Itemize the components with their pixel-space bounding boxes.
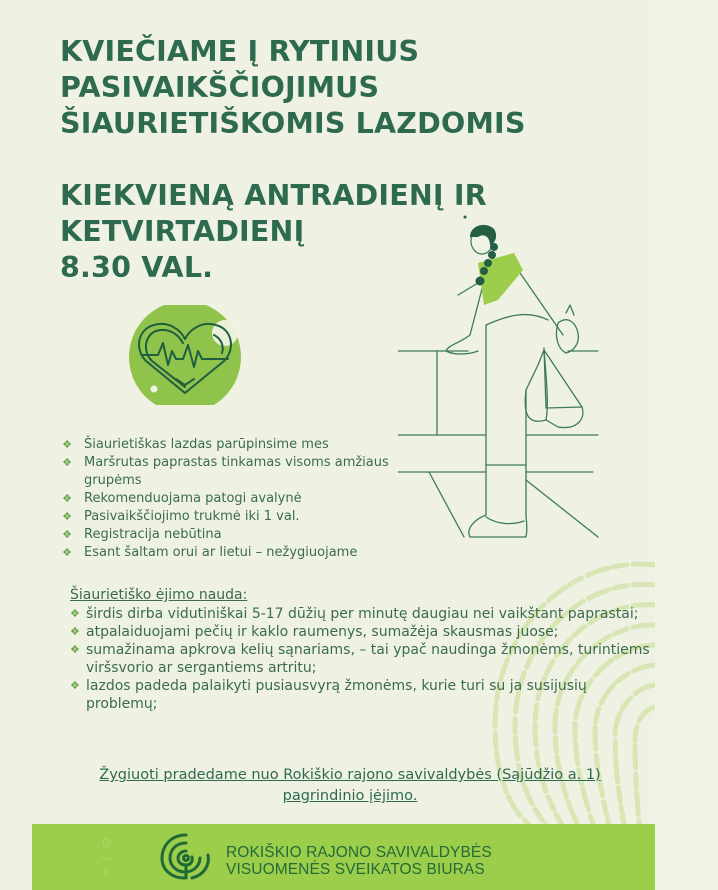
organization-name-line: ROKIŠKIO RAJONO SAVIVALDYBĖS <box>226 844 492 861</box>
bullet-icon: ❖ <box>70 643 80 656</box>
start-location-line: Žygiuoti pradedame nuo Rokiškio rajono savivaldybės (Sąjūdžio a. 1) <box>99 767 601 783</box>
benefit-item: ❖ sumažinama apkrova kelių sąnariams, – tai ypač naudinga žmonėms, turintiems viršsvorio ar sergantiems artritu; <box>70 642 650 676</box>
benefit-item: ❖ širdis dirba vidutiniškai 5-17 dūžių per minutę daugiau nei vaikštant paprastai; <box>70 606 639 622</box>
start-location-line: pagrindinio įėjimo. <box>282 788 418 804</box>
faint-decoration-icon <box>100 836 112 880</box>
bullet-icon: ❖ <box>70 679 80 692</box>
benefit-item: ❖ atpalaiduojami pečių ir kaklo raumenys, sumažėja skausmas juose; <box>70 624 559 640</box>
organization-name-line: VISUOMENĖS SVEIKATOS BIURAS <box>226 861 485 878</box>
benefits-list <box>70 605 650 713</box>
schedule-line: KIEKVIENĄ ANTRADIENĮ IR <box>60 179 487 212</box>
title-line: PASIVAIKŠČIOJIMUS <box>60 71 380 104</box>
title-line: KVIEČIAME Į RYTINIUS <box>60 35 420 68</box>
benefits-heading: Šiaurietiško ėjimo nauda: <box>70 587 248 603</box>
info-item: ❖ Esant šaltam orui ar lietui – nežygiuojame <box>60 544 400 562</box>
bullet-icon: ❖ <box>62 456 72 469</box>
organization-logo-icon <box>158 831 214 881</box>
info-item: ❖ Pasivaikščiojimo trukmė iki 1 val. <box>60 508 400 526</box>
woman-stretching-illustration <box>398 215 608 555</box>
bullet-icon: ❖ <box>62 492 72 505</box>
title-line: ŠIAURIETIŠKOMIS LAZDOMIS <box>60 107 526 140</box>
info-item: ❖ Registracija nebūtina <box>60 526 400 544</box>
bullet-icon: ❖ <box>62 438 72 451</box>
bullet-icon: ❖ <box>62 528 72 541</box>
start-location <box>40 765 660 807</box>
bullet-icon: ❖ <box>70 625 80 638</box>
info-list <box>60 436 400 562</box>
bullet-icon: ❖ <box>62 510 72 523</box>
heart-pulse-icon <box>128 305 246 405</box>
info-item: ❖ Maršrutas paprastas tinkamas visoms amžiaus grupėms <box>60 454 400 490</box>
bullet-icon: ❖ <box>70 607 80 620</box>
info-item: ❖ Rekomenduojama patogi avalynė <box>60 490 400 508</box>
benefit-item: ❖ lazdos padeda palaikyti pusiausvyrą žmonėms, kurie turi su ja susijusių problemų; <box>70 678 587 712</box>
info-item: ❖ Šiaurietiškas lazdas parūpinsime mes <box>60 436 400 454</box>
benefits-section <box>70 586 650 713</box>
footer-banner <box>32 824 655 890</box>
schedule-line: KETVIRTADIENĮ <box>60 215 305 248</box>
bullet-icon: ❖ <box>62 546 72 559</box>
page-title <box>60 34 526 142</box>
organization-name <box>226 844 492 878</box>
page-margin <box>655 0 718 890</box>
schedule-line: 8.30 VAL. <box>60 251 214 284</box>
